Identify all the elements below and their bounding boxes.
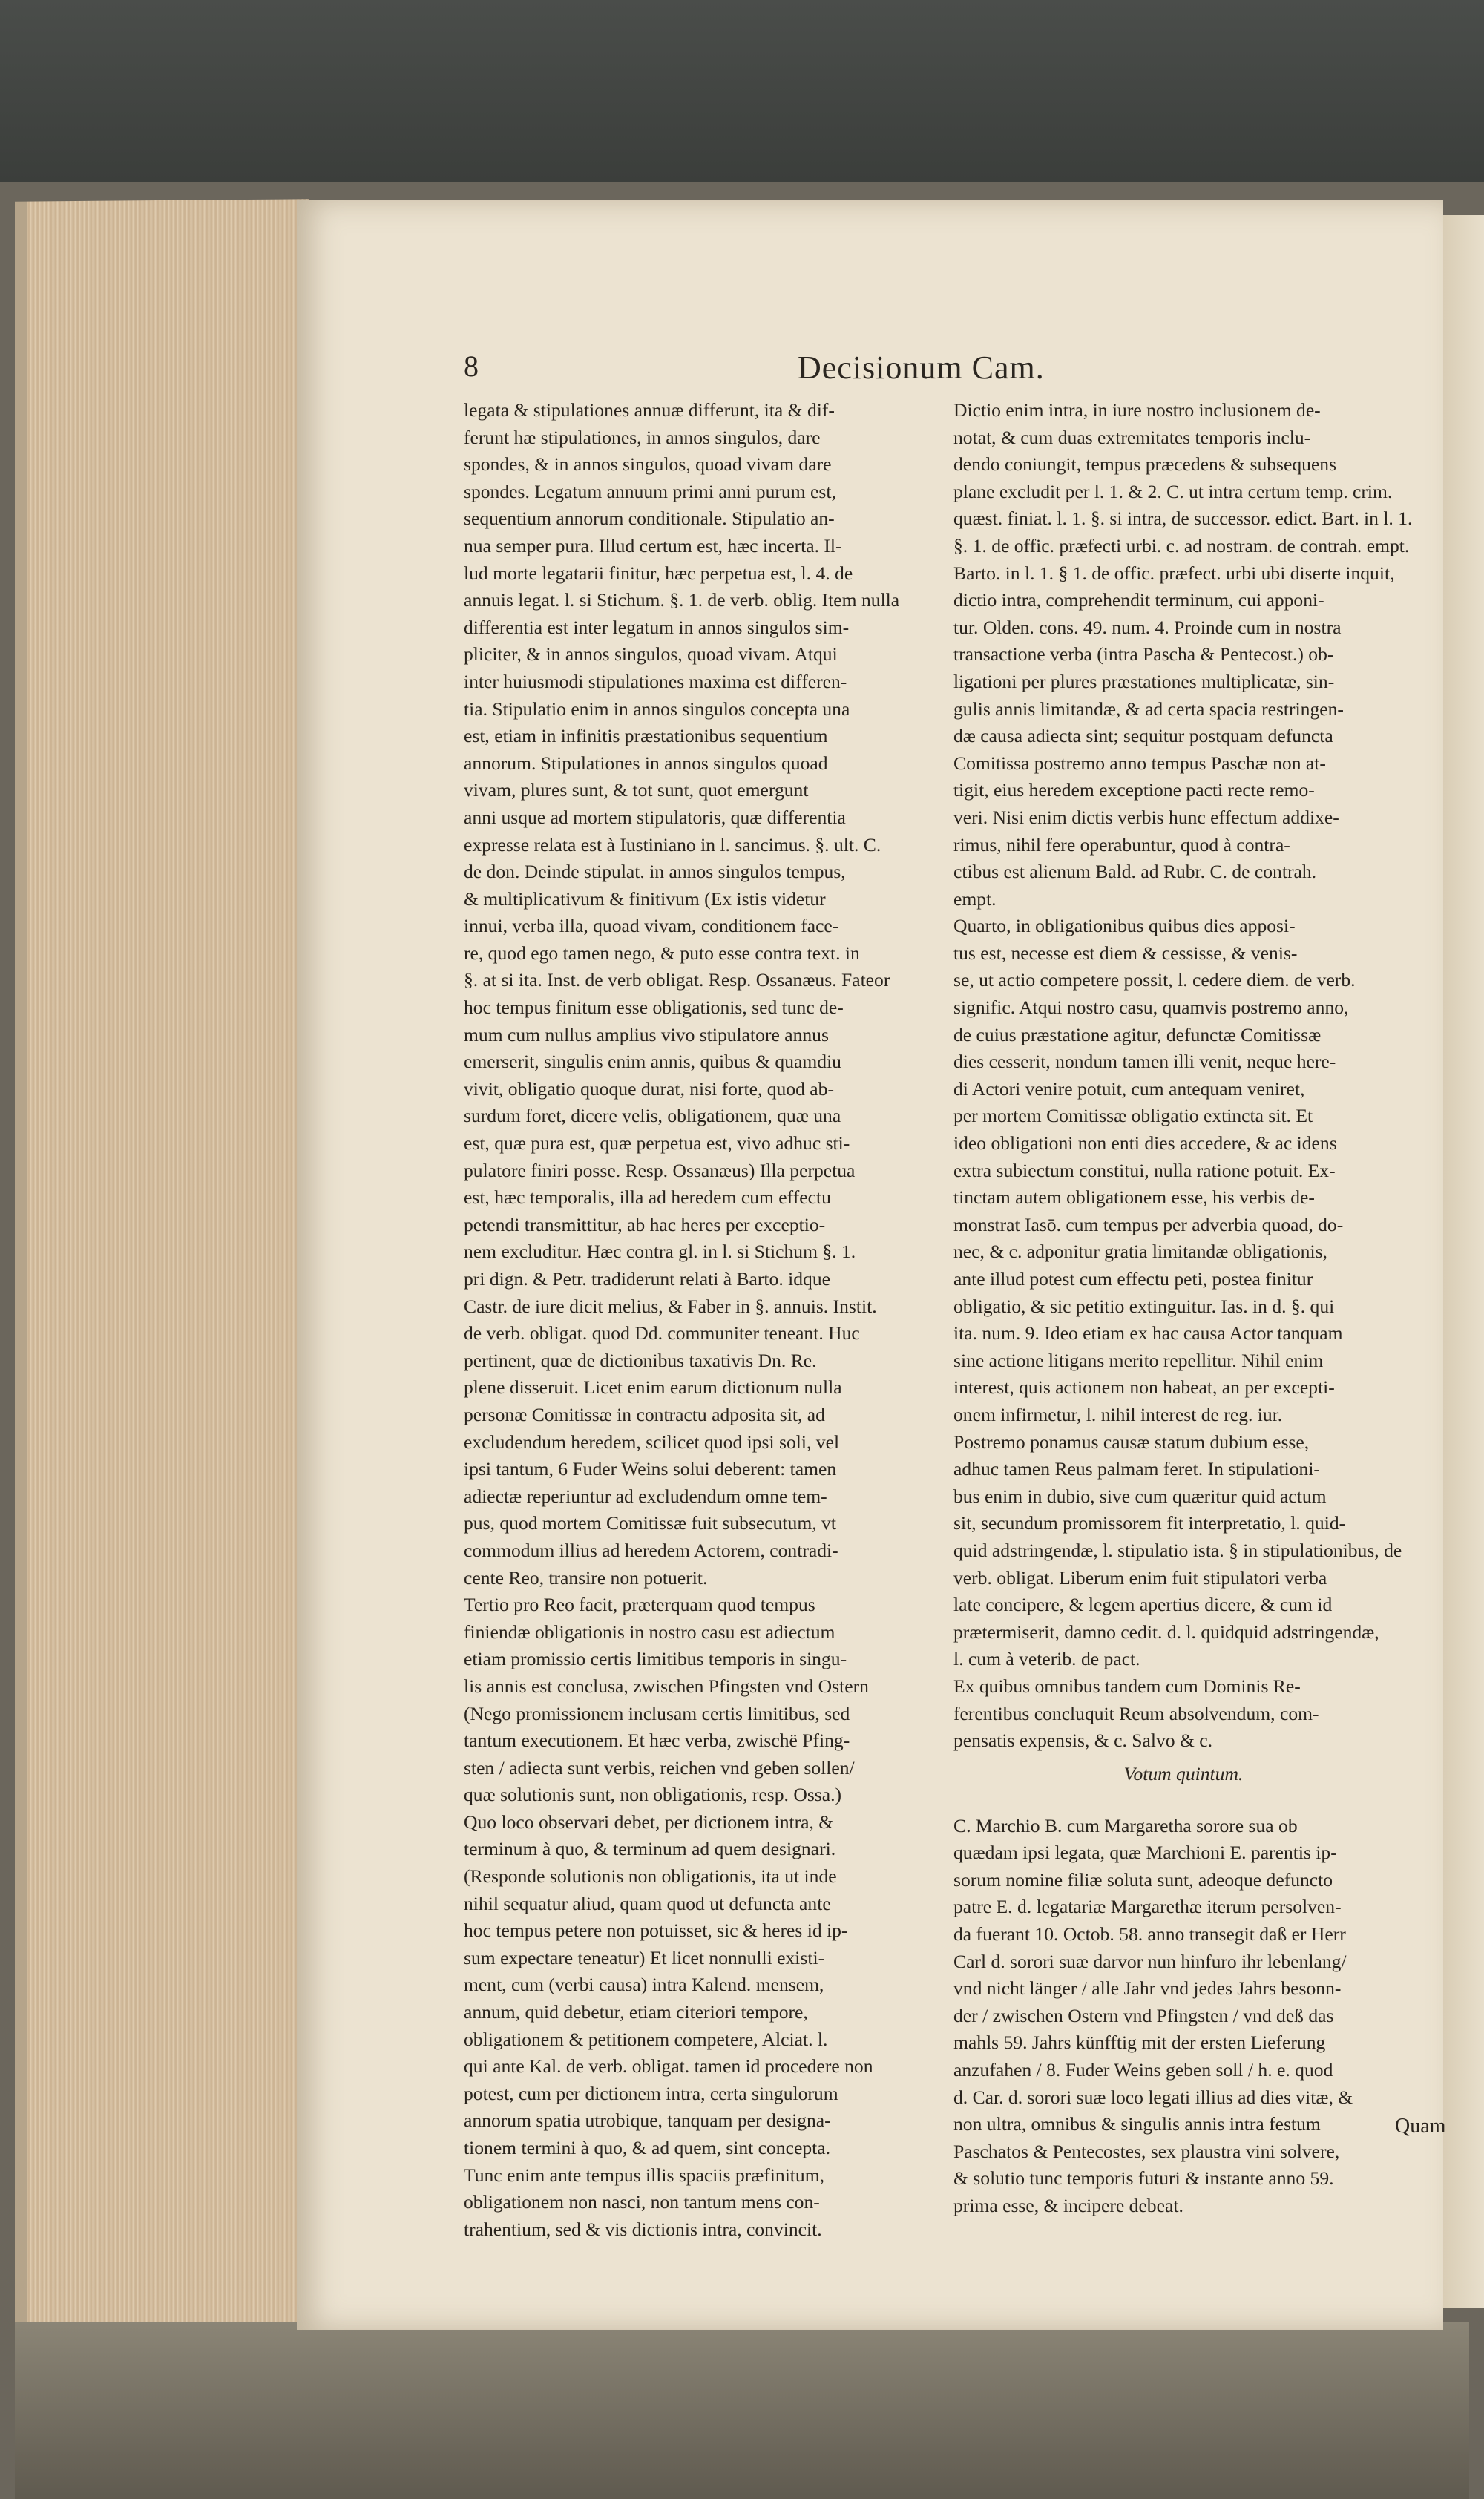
- page-number: 8: [464, 349, 479, 383]
- text-line: sorum nomine filiæ soluta sunt, adeoque defuncto: [953, 1868, 1333, 1891]
- text-line: innui, verba illa, quoad vivam, conditionem face-: [464, 915, 839, 937]
- right-column-text-a: [953, 397, 1414, 1755]
- text-line: tionem termini à quo, & ad quem, sint concepta.: [464, 2137, 830, 2158]
- text-line: dendo coniungit, tempus præcedens & subsequens: [953, 453, 1337, 476]
- text-line: mum cum nullus amplius vivo stipulatore annus: [464, 1023, 829, 1045]
- text-line: & multiplicativum & finitivum (Ex istis videtur: [464, 887, 826, 910]
- text-line: dies cesserit, nondum tamen illi venit, neque here-: [953, 1051, 1336, 1073]
- book-bottom-edge: [15, 2322, 1469, 2499]
- text-line: pliciter, & in annos singulos, quoad vivam. Atqui: [464, 643, 838, 666]
- text-line: signific. Atqui nostro casu, quamvis postremo anno,: [953, 996, 1349, 1019]
- text-line: nua semper pura. Illud certum est, hæc incerta. Il-: [464, 534, 842, 556]
- text-line: (Responde solutionis non obligationis, ita ut inde: [464, 1865, 837, 1888]
- text-line: tigit, eius heredem exceptione pacti recte remo-: [953, 779, 1315, 801]
- text-line: Barto. in l. 1. § 1. de offic. præfect. urbi ubi diserte inquit,: [953, 562, 1395, 584]
- text-line: transactione verba (intra Pascha & Pentecost.) ob-: [953, 643, 1334, 666]
- text-line: potest, cum per dictionem intra, certa singulorum: [464, 2082, 838, 2104]
- text-line: petendi transmittitur, ab hac heres per exceptio-: [464, 1213, 826, 1235]
- text-line: vivit, obligatio quoque durat, nisi forte, quod ab-: [464, 1077, 834, 1100]
- text-line: d. Car. d. sorori suæ loco legati illius ad dies vitæ, &: [953, 2086, 1353, 2108]
- text-line: ante illud potest cum effectu peti, postea finitur: [953, 1268, 1313, 1290]
- facing-page-sliver: [1443, 215, 1484, 2308]
- text-line: surdum foret, dicere velis, obligationem, quæ una: [464, 1105, 841, 1127]
- text-line: finiendæ obligationis in nostro casu est adiectum: [464, 1620, 835, 1643]
- text-line: de don. Deinde stipulat. in annos singulos tempus,: [464, 861, 846, 883]
- text-line: plane excludit per l. 1. & 2. C. ut intra certum temp. crim.: [953, 480, 1393, 502]
- text-line: vnd nicht länger / alle Jahr vnd jedes Jahrs besonn-: [953, 1977, 1342, 2000]
- text-line: sit, secundum promissorem fit interpretatio, l. quid-: [953, 1512, 1346, 1534]
- text-line: spondes. Legatum annuum primi anni purum est,: [464, 480, 836, 502]
- text-line: sine actione litigans merito repellitur. Nihil enim: [953, 1349, 1324, 1371]
- text-line: obligationem & petitionem competere, Alciat. l.: [464, 2028, 828, 2050]
- text-line: obligationem non nasci, non tantum mens con-: [464, 2191, 820, 2213]
- text-line: Postremo ponamus causæ statum dubium esse,: [953, 1431, 1310, 1453]
- text-line: interest, quis actionem non habeat, an per excepti-: [953, 1376, 1335, 1399]
- text-line: spondes, & in annos singulos, quoad vivam dare: [464, 453, 832, 476]
- text-line: pri dign. & Petr. tradiderunt relati à Barto. idque: [464, 1268, 830, 1290]
- text-line: est, hæc temporalis, illa ad heredem cum effectu: [464, 1186, 831, 1209]
- text-line: pus, quod mortem Comitissæ fuit subsecutum, vt: [464, 1512, 836, 1534]
- text-line: (Nego promissionem inclusam certis limitibus, sed: [464, 1702, 850, 1724]
- text-line: pertinent, quæ de dictionibus taxativis Dn. Re.: [464, 1349, 817, 1371]
- text-line: vivam, plures sunt, & tot sunt, quot emergunt: [464, 779, 809, 801]
- text-line: mahls 59. Jahrs künfftig mit der ersten Lieferung: [953, 2032, 1326, 2054]
- text-line: Quo loco observari debet, per dictionem intra, &: [464, 1810, 834, 1833]
- catchword: Quam: [1395, 2115, 1446, 2138]
- text-line: & solutio tunc temporis futuri & instante anno 59.: [953, 2167, 1334, 2190]
- text-line: trahentium, sed & vis dictionis intra, convincit.: [464, 2218, 822, 2240]
- text-line: etiam promissio certis limitibus temporis in singu-: [464, 1648, 847, 1670]
- page-header: [464, 349, 1354, 393]
- text-line: gulis annis limitandæ, & ad certa spacia restringen-: [953, 697, 1344, 720]
- text-line: anni usque ad mortem stipulatoris, quæ differentia: [464, 806, 846, 828]
- text-line: annorum spatia utrobique, tanquam per designa-: [464, 2109, 831, 2132]
- text-line: nem excluditur. Hæc contra gl. in l. si Stichum §. 1.: [464, 1241, 856, 1263]
- text-line: Comitissa postremo anno tempus Paschæ non at-: [953, 752, 1326, 774]
- text-line: monstrat Iasō. cum tempus per adverbia quoad, do-: [953, 1213, 1344, 1235]
- text-line: ment, cum (verbi causa) intra Kalend. mensem,: [464, 1974, 824, 1996]
- text-line: ita. num. 9. Ideo etiam ex hac causa Actor tanquam: [953, 1322, 1343, 1344]
- text-line: annum, quid debetur, etiam citeriori tempore,: [464, 2001, 808, 2023]
- text-line: §. 1. de offic. præfecti urbi. c. ad nostram. de contrah. empt.: [953, 534, 1410, 556]
- text-line: personæ Comitissæ in contractu adposita sit, ad: [464, 1403, 825, 1425]
- text-line: quæ solutionis sunt, non obligationis, resp. Ossa.): [464, 1784, 842, 1806]
- text-line: tia. Stipulatio enim in annos singulos concepta una: [464, 697, 850, 720]
- text-line: sten / adiecta sunt verbis, reichen vnd geben sollen/: [464, 1756, 855, 1779]
- text-line: expresse relata est à Iustiniano in l. sancimus. §. ult. C.: [464, 833, 881, 856]
- text-line: da fuerant 10. Octob. 58. anno transegit daß er Herr: [953, 1923, 1346, 1945]
- text-line: cente Reo, transire non potuerit.: [464, 1566, 708, 1589]
- text-line: Dictio enim intra, in iure nostro inclusionem de-: [953, 399, 1321, 421]
- text-line: differentia est inter legatum in annos singulos sim-: [464, 616, 850, 638]
- text-line: sum expectare teneatur) Et licet nonnulli existi-: [464, 1946, 825, 1968]
- section-heading: Votum quintum.: [1123, 1762, 1244, 1784]
- text-line: l. cum à veterib. de pact.: [953, 1648, 1140, 1670]
- text-line: ctibus est alienum Bald. ad Rubr. C. de contrah.: [953, 861, 1317, 883]
- text-line: est, etiam in infinitis præstationibus sequentium: [464, 725, 828, 747]
- text-line: Tunc enim ante tempus illis spaciis præfinitum,: [464, 2164, 825, 2186]
- text-line: C. Marchio B. cum Margaretha sorore sua ob: [953, 1814, 1298, 1836]
- page-edges: [15, 199, 309, 2350]
- text-line: excludendum heredem, scilicet quod ipsi soli, vel: [464, 1431, 840, 1453]
- text-line: tantum executionem. Et hæc verba, zwischë Pfing-: [464, 1730, 850, 1752]
- text-line: pulatore finiri posse. Resp. Ossanæus) Illa perpetua: [464, 1159, 856, 1181]
- text-line: tus est, necesse est diem & cessisse, & venis-: [953, 942, 1298, 964]
- text-line: re, quod ego tamen nego, & puto esse contra text. in: [464, 942, 860, 964]
- text-line: Ex quibus omnibus tandem cum Dominis Re-: [953, 1675, 1301, 1697]
- text-line: quædam ipsi legata, quæ Marchioni E. parentis ip-: [953, 1842, 1337, 1864]
- text-line: se, ut actio competere possit, l. cedere diem. de verb.: [953, 969, 1356, 991]
- text-line: qui ante Kal. de verb. obligat. tamen id procedere non: [464, 2055, 873, 2078]
- text-line: plene disseruit. Licet enim earum dictionum nulla: [464, 1376, 842, 1399]
- text-line: empt.: [953, 887, 997, 910]
- text-line: legata & stipulationes annuæ differunt, ita & dif-: [464, 399, 835, 421]
- text-line: Tertio pro Reo facit, præterquam quod tempus: [464, 1594, 815, 1616]
- text-line: Castr. de iure dicit melius, & Faber in §. annuis. Instit.: [464, 1295, 877, 1317]
- text-line: emerserit, singulis enim annis, quibus & quamdiu: [464, 1051, 841, 1073]
- text-line: rimus, nihil fere operabuntur, quod à contra-: [953, 833, 1290, 856]
- text-line: lis annis est conclusa, zwischen Pfingsten vnd Ostern: [464, 1675, 869, 1697]
- text-line: per mortem Comitissæ obligatio extincta sit. Et: [953, 1105, 1313, 1127]
- text-line: extra subiectum constitui, nulla ratione potuit. Ex-: [953, 1159, 1336, 1181]
- right-text-column: [953, 397, 1414, 2220]
- text-line: verb. obligat. Liberum enim fuit stipulatori verba: [953, 1566, 1327, 1589]
- text-line: prætermiserit, damno cedit. d. l. quidquid adstringendæ,: [953, 1620, 1379, 1643]
- text-line: commodum illius ad heredem Actorem, contradi-: [464, 1539, 838, 1561]
- text-line: obligatio, & sic petitio extinguitur. Ias. in d. §. qui: [953, 1295, 1335, 1317]
- text-line: tur. Olden. cons. 49. num. 4. Proinde cum in nostra: [953, 616, 1342, 638]
- text-line: di Actori venire potuit, cum antequam veniret,: [953, 1077, 1305, 1100]
- text-line: notat, & cum duas extremitates temporis inclu-: [953, 426, 1311, 448]
- text-line: ideo obligationi non enti dies accedere, & ac idens: [953, 1132, 1337, 1155]
- text-line: de cuius præstatione agitur, defunctæ Comitissæ: [953, 1023, 1322, 1045]
- text-line: ligationi per plures præstationes multiplicatæ, sin-: [953, 670, 1335, 692]
- text-line: annuis legat. l. si Stichum. §. 1. de verb. oblig. Item nulla: [464, 589, 900, 611]
- text-line: tinctam autem obligationem esse, his verbis de-: [953, 1186, 1315, 1209]
- text-line: Paschatos & Pentecostes, sex plaustra vini solvere,: [953, 2140, 1340, 2162]
- text-line: non ultra, omnibus & singulis annis intra festum: [953, 2113, 1321, 2135]
- text-line: adiectæ reperiuntur ad excludendum omne tem-: [464, 1485, 827, 1507]
- text-line: quid adstringendæ, l. stipulatio ista. § in stipulationibus, de: [953, 1539, 1402, 1561]
- text-line: dictio intra, comprehendit terminum, cui apponi-: [953, 589, 1324, 611]
- text-line: patre E. d. legatariæ Margarethæ iterum persolven-: [953, 1896, 1342, 1918]
- text-line: adhuc tamen Reus palmam feret. In stipulationi-: [953, 1458, 1320, 1480]
- text-line: hoc tempus petere non potuisset, sic & heres id ip-: [464, 1920, 848, 1942]
- text-line: ferunt hæ stipulationes, in annos singulos, dare: [464, 426, 821, 448]
- text-line: quæst. finiat. l. 1. §. si intra, de successor. edict. Bart. in l. 1.: [953, 508, 1413, 530]
- text-line: §. at si ita. Inst. de verb obligat. Resp. Ossanæus. Fateor: [464, 969, 890, 991]
- text-line: prima esse, & incipere debeat.: [953, 2195, 1183, 2216]
- text-line: sequentium annorum conditionale. Stipulatio an-: [464, 508, 835, 530]
- text-line: veri. Nisi enim dictis verbis hunc effectum addixe-: [953, 806, 1339, 828]
- background-top: [0, 0, 1484, 193]
- book-page: [297, 200, 1446, 2330]
- text-line: late concipere, & legem apertius dicere, & cum id: [953, 1594, 1333, 1616]
- text-line: ferentibus concluquit Reum absolvendum, com-: [953, 1702, 1319, 1724]
- text-line: est, quæ pura est, quæ perpetua est, vivo adhuc sti-: [464, 1132, 850, 1155]
- text-line: bus enim in dubio, sive cum quæritur quid actum: [953, 1485, 1327, 1507]
- running-title: Decisionum Cam.: [798, 349, 1045, 386]
- text-line: terminum à quo, & terminum ad quem designari.: [464, 1838, 836, 1860]
- text-line: nihil sequatur aliud, quam quod ut defuncta ante: [464, 1892, 831, 1914]
- text-line: anzufahen / 8. Fuder Weins geben soll / h. e. quod: [953, 2059, 1333, 2081]
- text-line: hoc tempus finitum esse obligationis, sed tunc de-: [464, 996, 844, 1019]
- text-line: lud morte legatarii finitur, hæc perpetua est, l. 4. de: [464, 562, 853, 584]
- text-line: de verb. obligat. quod Dd. communiter teneant. Huc: [464, 1322, 860, 1344]
- right-column-text-b: [953, 1813, 1414, 2220]
- text-line: annorum. Stipulationes in annos singulos quoad: [464, 752, 828, 774]
- text-line: pensatis expensis, & c. Salvo & c.: [953, 1730, 1213, 1752]
- text-line: ipsi tantum, 6 Fuder Weins solui deberent: tamen: [464, 1458, 837, 1480]
- text-line: nec, & c. adponitur gratia limitandæ obligationis,: [953, 1241, 1327, 1263]
- left-text-column: [464, 397, 924, 2243]
- text-line: onem infirmetur, l. nihil interest de reg. iur.: [953, 1403, 1283, 1425]
- text-line: inter huiusmodi stipulationes maxima est differen-: [464, 670, 847, 692]
- text-line: dæ causa adiecta sint; sequitur postquam defuncta: [953, 725, 1333, 747]
- text-line: Carl d. sorori suæ darvor nun hinfuro ihr lebenlang/: [953, 1950, 1347, 1972]
- text-line: der / zwischen Ostern vnd Pfingsten / vnd deß das: [953, 2004, 1334, 2026]
- text-line: Quarto, in obligationibus quibus dies apposi-: [953, 915, 1296, 937]
